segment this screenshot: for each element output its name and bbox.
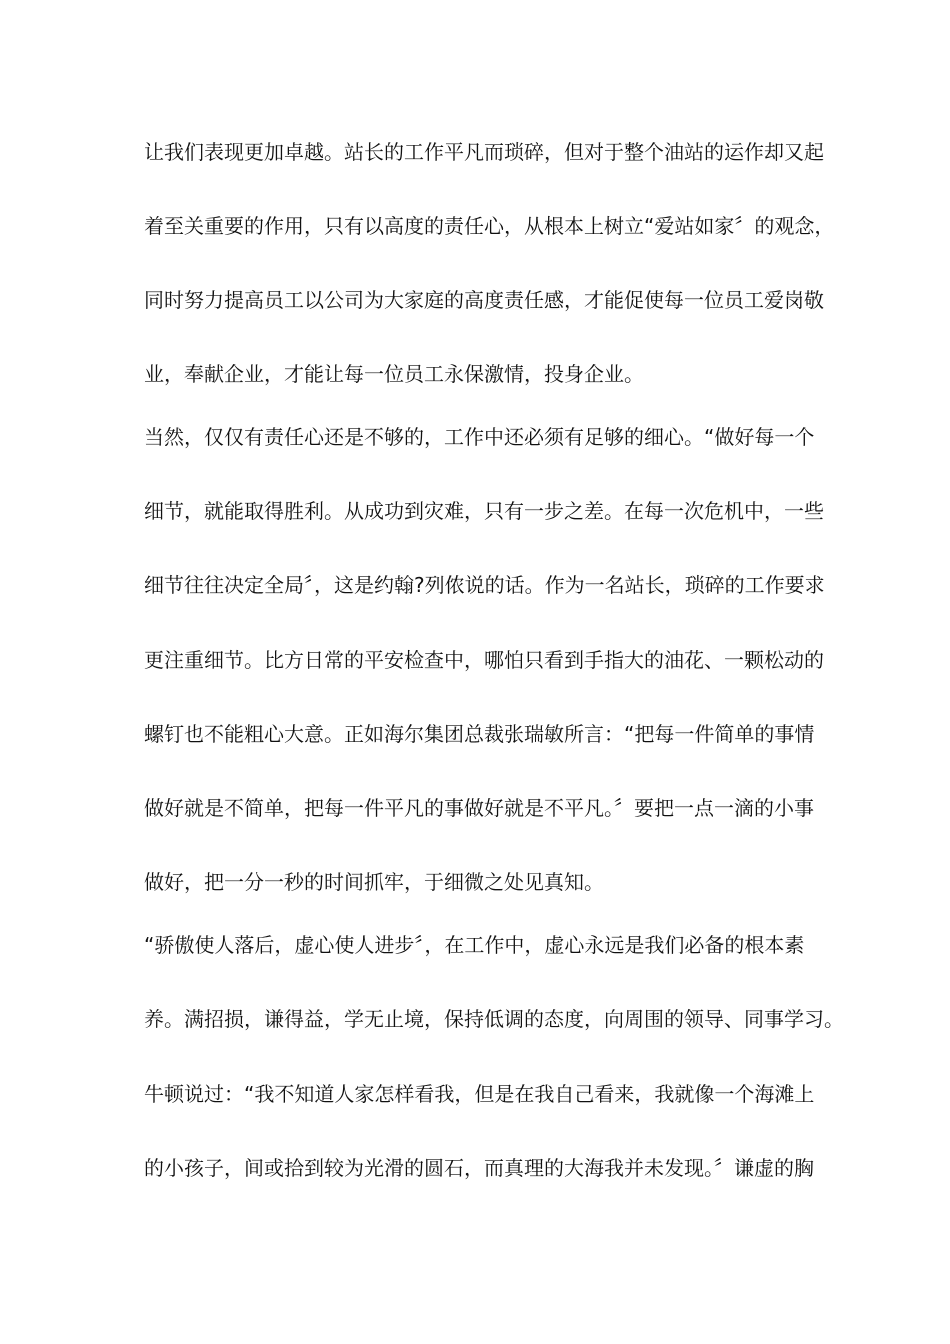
text-line: 做好，把一分一秒的时间抓牢，于细微之处见真知。 xyxy=(144,870,604,894)
text-line: 当然，仅仅有责任心还是不够的，工作中还必须有足够的细心。“做好每一个 xyxy=(144,425,815,449)
text-line: 着至关重要的作用，只有以高度的责任心，从根本上树立“爱站如家〞的观念， xyxy=(144,214,835,238)
text-line: 更注重细节。比方日常的平安检查中，哪怕只看到手指大的油花、一颗松动的 xyxy=(144,648,824,672)
text-line: “骄傲使人落后，虚心使人进步〞，在工作中，虚心永远是我们必备的根本素 xyxy=(144,933,805,957)
text-line: 养。满招损，谦得益，学无止境，保持低调的态度，向周围的领导、同事学习。 xyxy=(144,1007,844,1031)
text-line: 同时努力提高员工以公司为大家庭的高度责任感，才能促使每一位员工爱岗敬 xyxy=(144,288,824,312)
text-line: 细节往往决定全局〞，这是约翰?列侬说的话。作为一名站长，琐碎的工作要求 xyxy=(144,573,825,597)
text-line: 细节，就能取得胜利。从成功到灾难，只有一步之差。在每一次危机中，一些 xyxy=(144,499,824,523)
text-line: 做好就是不简单，把每一件平凡的事做好就是不平凡。〞要把一点一滴的小事 xyxy=(144,796,814,820)
text-line: 让我们表现更加卓越。站长的工作平凡而琐碎，但对于整个油站的运作却又起 xyxy=(144,140,824,164)
text-line: 螺钉也不能粗心大意。正如海尔集团总裁张瑞敏所言：“把每一件简单的事情 xyxy=(144,722,815,746)
text-line: 业，奉献企业，才能让每一位员工永保激情，投身企业。 xyxy=(144,362,644,386)
text-line: 的小孩子，间或拾到较为光滑的圆石，而真理的大海我并未发现。〞谦虚的胸 xyxy=(144,1156,814,1180)
text-line: 牛顿说过：“我不知道人家怎样看我，但是在我自己看来，我就像一个海滩上 xyxy=(144,1082,815,1106)
